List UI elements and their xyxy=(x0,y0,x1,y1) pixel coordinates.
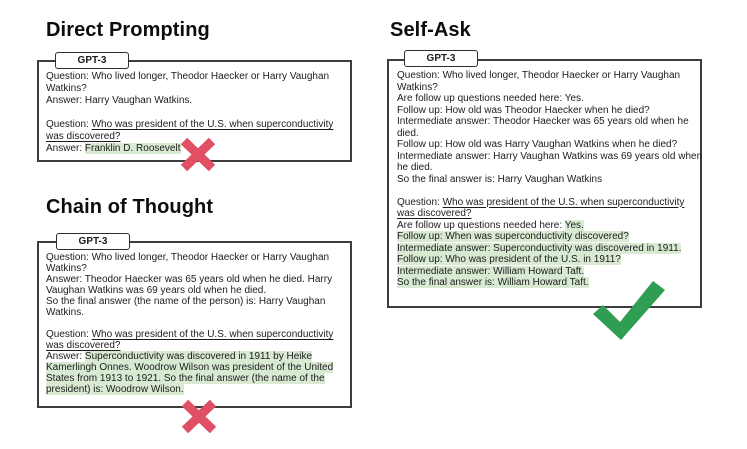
prompt-line xyxy=(46,263,333,274)
prompt-line xyxy=(397,197,702,209)
prompt-line xyxy=(397,243,702,255)
underlined-text: Who was president of the U.S. when superconductivity xyxy=(91,119,334,130)
cross-icon xyxy=(179,137,217,172)
text-segment: Watkins. xyxy=(46,307,84,318)
model-label: GPT-3 xyxy=(426,53,456,64)
prompt-line xyxy=(46,95,333,107)
highlighted-text: States from 1913 to 1921. So the final answer (the name of the xyxy=(46,373,325,384)
prompt-line xyxy=(397,128,702,140)
text-segment: So the final answer (the name of the person) is: Harry Vaughan xyxy=(46,296,326,307)
prompt-line xyxy=(46,296,333,307)
prompt-line xyxy=(46,329,333,340)
text-segment: Answer: xyxy=(46,143,85,154)
highlighted-text: Follow up: When was superconductivity discovered? xyxy=(397,231,629,242)
prompt-line xyxy=(46,307,333,318)
text-segment: Are follow up questions needed here: Yes. xyxy=(397,93,584,104)
highlighted-text: Intermediate answer: Superconductivity was discovered in 1911. xyxy=(397,242,682,254)
prompt-line xyxy=(397,93,702,105)
highlighted-text: Yes. xyxy=(564,219,584,231)
prompt-line xyxy=(46,83,333,95)
prompt-line xyxy=(46,384,333,395)
model-tab-direct xyxy=(55,52,129,69)
model-tab-cot xyxy=(56,233,130,250)
highlighted-text: So the final answer is: William Howard Taft. xyxy=(397,277,589,288)
cross-icon xyxy=(180,399,218,434)
prompt-line xyxy=(397,254,702,266)
panel-title-self-ask: Self-Ask xyxy=(390,19,471,41)
text-segment: Watkins? xyxy=(46,263,87,274)
text-segment: Are follow up questions needed here: xyxy=(397,219,565,231)
highlighted-text: Kamerlingh Onnes. Woodrow Wilson was president of the United xyxy=(46,362,334,373)
highlighted-text: president) is: Woodrow Wilson. xyxy=(46,384,184,395)
text-segment: Vaughan Watkins was 69 years old when he died. xyxy=(46,285,267,296)
text-segment: Intermediate answer: Theodor Haecker was 65 years old when he xyxy=(397,116,689,127)
prompt-line xyxy=(397,174,702,186)
prompt-line xyxy=(397,220,702,232)
model-label: GPT-3 xyxy=(78,236,108,247)
prompt-line xyxy=(397,105,702,117)
text-segment: Follow up: How old was Harry Vaughan Watkins when he died? xyxy=(397,139,678,150)
text-segment: he died. xyxy=(397,162,433,173)
text-segment: Answer: xyxy=(46,351,85,362)
panel-title-direct-prompting: Direct Prompting xyxy=(46,19,210,41)
prompt-text-cot xyxy=(46,252,333,395)
text-segment: Intermediate answer: Harry Vaughan Watkins was 69 years old when xyxy=(397,150,703,162)
highlighted-text: Franklin D. Roosevelt xyxy=(84,143,181,154)
underlined-text: was discovered? xyxy=(46,340,121,351)
text-segment: Watkins? xyxy=(46,83,87,94)
prompt-line xyxy=(46,351,333,362)
text-segment: Question: xyxy=(46,329,92,340)
text-segment: Answer: Harry Vaughan Watkins. xyxy=(46,95,193,106)
text-segment: Follow up: How old was Theodor Haecker when he died? xyxy=(397,104,650,116)
model-tab-selfask xyxy=(404,50,478,67)
highlighted-text: Follow up: Who was president of the U.S. in 1911? xyxy=(397,254,621,265)
check-icon xyxy=(592,280,666,340)
text-segment: Question: Who lived longer, Theodor Haecker or Harry Vaughan xyxy=(397,70,681,81)
text-segment: Answer: Theodor Haecker was 65 years old when he died. Harry xyxy=(46,274,333,285)
prompt-line xyxy=(46,252,333,263)
prompt-line xyxy=(397,70,702,82)
prompt-line xyxy=(46,373,333,384)
highlighted-text: Intermediate answer: William Howard Taft. xyxy=(397,265,585,277)
prompt-line xyxy=(397,139,702,151)
blank-line xyxy=(46,318,333,329)
prompt-line xyxy=(397,231,702,243)
model-label: GPT-3 xyxy=(77,55,107,66)
highlighted-text: Superconductivity was discovered in 1911 by Heike xyxy=(84,351,313,362)
text-segment: So the final answer is: Harry Vaughan Watkins xyxy=(397,173,603,185)
blank-line xyxy=(46,107,333,119)
text-segment: Question: Who lived longer, Theodor Haecker or Harry Vaughan xyxy=(46,71,330,82)
prompt-line xyxy=(397,162,702,174)
text-segment: Question: xyxy=(397,196,443,208)
prompt-line xyxy=(46,71,333,83)
prompt-line xyxy=(46,340,333,351)
prompt-line xyxy=(397,82,702,94)
prompt-line xyxy=(46,362,333,373)
text-segment: Question: xyxy=(46,119,92,130)
prompt-line xyxy=(46,285,333,296)
text-segment: died. xyxy=(397,127,419,139)
underlined-text: was discovered? xyxy=(46,131,121,142)
blank-line xyxy=(397,185,702,197)
prompt-line xyxy=(397,208,702,220)
underlined-text: was discovered? xyxy=(397,208,472,219)
prompt-line xyxy=(397,266,702,278)
prompt-line xyxy=(397,151,702,163)
prompt-line xyxy=(397,116,702,128)
prompt-text-selfask xyxy=(397,70,702,289)
text-segment: Question: Who lived longer, Theodor Haecker or Harry Vaughan xyxy=(46,252,330,263)
panel-title-chain-of-thought: Chain of Thought xyxy=(46,196,214,218)
underlined-text: Who was president of the U.S. when superconductivity xyxy=(442,196,685,208)
text-segment: Watkins? xyxy=(397,81,438,93)
prompt-line xyxy=(46,274,333,285)
underlined-text: Who was president of the U.S. when superconductivity xyxy=(91,329,334,340)
prompt-line xyxy=(46,119,333,131)
